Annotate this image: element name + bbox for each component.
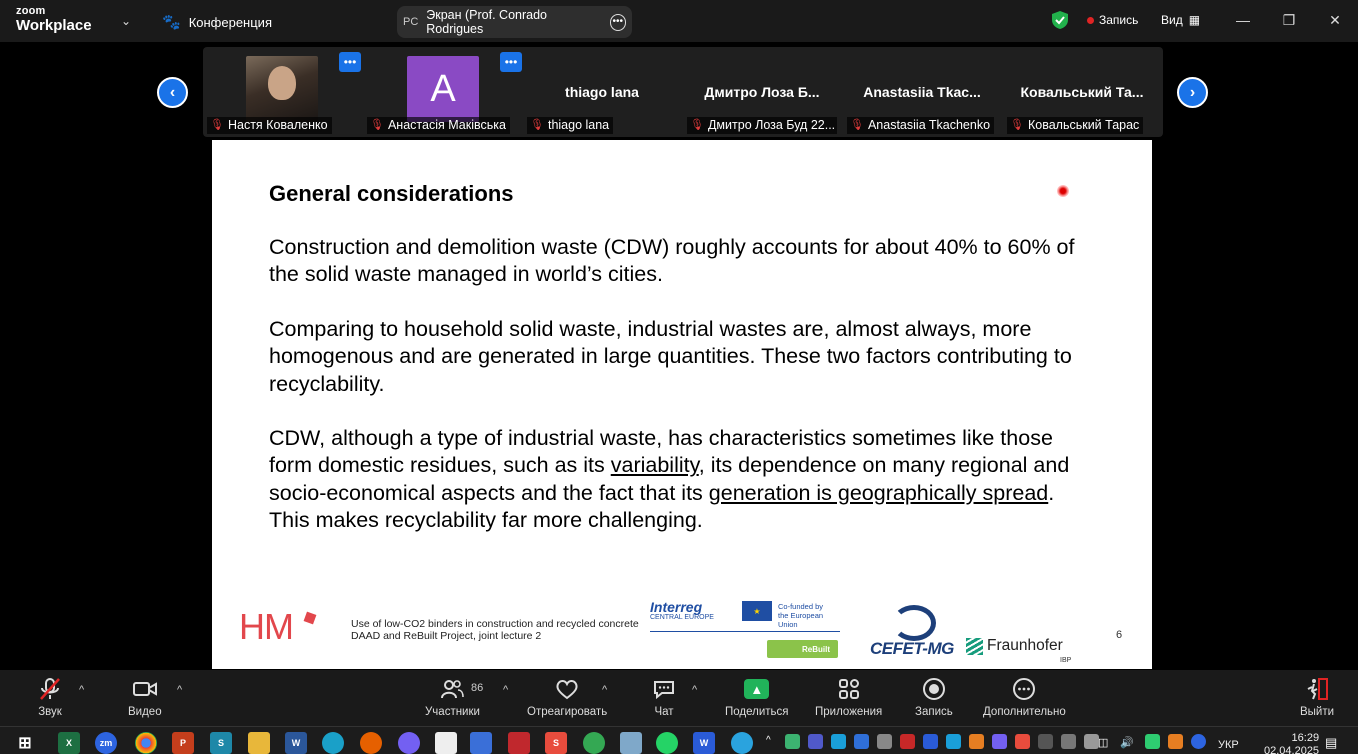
gallery-next-button[interactable]	[1177, 77, 1208, 108]
hm-logo-mark	[304, 612, 317, 625]
share-screen-button[interactable]: ▲ Поделиться	[725, 674, 789, 718]
gallery-prev-button[interactable]	[157, 77, 188, 108]
apps-icon	[837, 674, 861, 704]
telegram-icon[interactable]	[731, 732, 753, 754]
leave-button[interactable]: Выйти	[1300, 674, 1334, 718]
system-clock[interactable]: 16:29 02.04.2025	[1264, 732, 1320, 754]
slide-paragraph: CDW, although a type of industrial waste, has characteristics sometimes like those form domestic residues, such as its variability, its dependence on many regional and socio-economical aspects and the fact that its generation is geographically spread. This makes recyclability far more challenging.	[269, 426, 1070, 532]
audio-button[interactable]: Звук	[37, 674, 63, 718]
shared-screen-slide: General considerations Construction and demolition waste (CDW) roughly accounts for about 40% to 60% of the solid waste managed in world’s cities. Comparing to household solid waste, industrial wastes are, almost always, more homogenous and are generated in large quantities. These two factors contributing to recyclability. CDW, although a type of industrial waste, has characteristics sometimes like those form domestic residues, such as its variability, its dependence on many regional and socio-economical aspects and the fact that its generation is geographically spread. This makes recyclability far more challenging. HM Use of low-CO2 binders in construction and recycled concrete DAAD and ReBuilt Project, joint lecture 2 Interreg CENTRAL EUROPE ★ Co-funded by the European Union ReBuilt CEFET-MG Fraunhofer IBP 6	[212, 140, 1152, 669]
audio-options-chevron-up-icon[interactable]: ^	[79, 684, 85, 696]
tray-icon[interactable]	[785, 734, 800, 749]
tray-icon[interactable]	[1145, 734, 1160, 749]
tray-icon[interactable]	[877, 734, 892, 749]
paw-icon: 🐾	[162, 14, 181, 31]
participant-more-button[interactable]: •••	[500, 52, 522, 72]
chevron-left-icon: ‹	[169, 83, 176, 101]
save-disk-icon[interactable]	[470, 732, 492, 754]
zoom-taskbar-icon[interactable]: zm	[95, 732, 117, 754]
view-button[interactable]: Вид ▦	[1161, 13, 1201, 27]
firefox-icon[interactable]	[360, 732, 382, 754]
fraunhofer-logo: Fraunhofer	[966, 637, 1063, 655]
share-options-icon[interactable]: •••	[610, 14, 627, 31]
avatar: A	[407, 56, 479, 122]
record-button[interactable]: Запись	[915, 674, 953, 718]
participant-gallery	[203, 47, 1163, 137]
app-menu-chevron-down-icon[interactable]: ⌄	[121, 14, 132, 28]
participants-count: 86	[471, 682, 484, 694]
tray-icon[interactable]	[1084, 734, 1099, 749]
file-explorer-icon[interactable]	[248, 732, 270, 754]
mic-muted-icon	[37, 674, 63, 704]
rebuilt-logo: ReBuilt	[767, 640, 838, 658]
video-button[interactable]: Видео	[128, 674, 162, 718]
participant-tile[interactable]	[203, 47, 361, 137]
chrome-alt-icon[interactable]	[583, 732, 605, 754]
mic-muted-icon: 🎙	[210, 119, 224, 131]
chevron-right-icon: ›	[1189, 83, 1196, 101]
slide-paragraph: Comparing to household solid waste, industrial wastes are, almost always, more homogenous and are generated in large quantities. These two factors contributing to recyclability.	[269, 317, 1072, 396]
video-options-chevron-up-icon[interactable]: ^	[177, 684, 183, 696]
tray-icon[interactable]	[831, 734, 846, 749]
participant-name-label: 🎙 Анастасія Маківська	[367, 117, 510, 134]
tray-expand-chevron-icon[interactable]: ^	[766, 735, 771, 746]
teams-icon[interactable]	[808, 734, 823, 749]
participant-name-label: 🎙 Дмитро Лоза Буд 22...	[687, 117, 837, 134]
participant-name-label: 🎙 Anastasiia Tkachenko	[847, 117, 994, 134]
mic-muted-icon: 🎙	[850, 119, 864, 131]
interreg-logo: Interreg CENTRAL EUROPE ★ Co-funded by the European Union	[650, 599, 840, 621]
laser-pointer-icon	[1057, 185, 1069, 197]
excel-icon[interactable]: X	[58, 732, 80, 754]
meeting-info-button[interactable]: 🐾 Конференция	[162, 14, 272, 31]
apps-button[interactable]: Приложения	[815, 674, 882, 718]
mic-muted-icon: 🎙	[530, 119, 544, 131]
participant-tile[interactable]: Дмитро Лоза Б... 🎙 Дмитро Лоза Буд 22...	[683, 47, 841, 137]
participant-name-label: 🎙 Настя Коваленко	[207, 117, 332, 134]
app-red-icon[interactable]	[508, 732, 530, 754]
slide-footer-text: Use of low-CO2 binders in construction and recycled concrete DAAD and ReBuilt Project, joint lecture 2	[351, 618, 639, 642]
camera-icon	[132, 674, 158, 704]
tray-icon[interactable]	[923, 734, 938, 749]
edge-icon[interactable]	[322, 732, 344, 754]
react-button[interactable]: Отреагировать	[527, 674, 607, 718]
tray-icon[interactable]	[1015, 734, 1030, 749]
react-options-chevron-up-icon[interactable]: ^	[602, 684, 608, 696]
hm-logo: HM	[239, 606, 293, 647]
tray-icon[interactable]	[1168, 734, 1183, 749]
mic-muted-icon: 🎙	[690, 119, 704, 131]
participant-video	[246, 56, 318, 122]
minimize-icon[interactable]: —	[1236, 12, 1250, 28]
network-icon[interactable]: ◫	[1098, 737, 1109, 749]
participant-tile[interactable]: thiago lana 🎙 thiago lana	[523, 47, 681, 137]
tray-icon[interactable]	[969, 734, 984, 749]
participant-more-button[interactable]: •••	[339, 52, 361, 72]
windows-taskbar	[0, 726, 1358, 754]
viber-icon[interactable]	[398, 732, 420, 754]
participant-name-label: 🎙 thiago lana	[527, 117, 613, 134]
participant-tile[interactable]: Anastasiia Tkac... 🎙 Anastasiia Tkachenko	[843, 47, 1001, 137]
tray-icon[interactable]	[1038, 734, 1053, 749]
powerpoint-icon[interactable]: P	[172, 732, 194, 754]
mic-muted-icon: 🎙	[370, 119, 384, 131]
slide-page-number: 6	[1116, 629, 1123, 641]
app-s-icon[interactable]: S	[210, 732, 232, 754]
volume-icon[interactable]: 🔊	[1120, 737, 1134, 749]
language-indicator[interactable]: УКР	[1218, 739, 1239, 751]
recording-indicator[interactable]: Запись	[1087, 13, 1138, 27]
windows-start-icon[interactable]: ⊞	[18, 735, 32, 752]
slide-paragraph: Construction and demolition waste (CDW) roughly accounts for about 40% to 60% of the solid waste managed in world’s cities.	[269, 235, 1075, 287]
participant-tile[interactable]: Ковальський Та... 🎙 Ковальський Тарас	[1003, 47, 1161, 137]
meeting-toolbar	[0, 670, 1358, 726]
tray-icon[interactable]	[1061, 734, 1076, 749]
participant-name-label: 🎙 Ковальський Тарас	[1007, 117, 1143, 134]
archive-icon[interactable]	[620, 732, 642, 754]
tray-icon[interactable]	[854, 734, 869, 749]
more-button[interactable]: Дополнительно	[983, 674, 1066, 718]
zoom-logo: zoom Workplace	[16, 5, 92, 34]
tray-icon[interactable]	[900, 734, 915, 749]
encryption-shield-icon[interactable]	[1050, 10, 1070, 30]
top-bar	[0, 0, 1358, 42]
screen-share-indicator[interactable]: PC Экран (Prof. Conrado Rodrigues •••	[397, 6, 632, 38]
zoom-tray-icon[interactable]	[1191, 734, 1206, 749]
participants-button[interactable]: Участники	[425, 674, 480, 718]
grid-view-icon: ▦	[1188, 13, 1201, 27]
tray-icon[interactable]	[992, 734, 1007, 749]
whatsapp-icon[interactable]	[656, 732, 678, 754]
document-icon[interactable]	[435, 732, 457, 754]
tray-icon[interactable]	[946, 734, 961, 749]
participants-options-chevron-up-icon[interactable]: ^	[503, 684, 509, 696]
eu-flag-icon: ★	[742, 601, 772, 621]
slide-title: General considerations	[269, 181, 514, 206]
chat-button[interactable]: Чат	[652, 674, 676, 718]
record-icon	[922, 674, 946, 704]
window-controls	[1220, 0, 1358, 42]
participant-tile[interactable]	[363, 47, 521, 137]
share-arrow-icon: ▲	[744, 679, 769, 699]
chat-bubble-icon	[652, 674, 676, 704]
maximize-icon[interactable]: ❐	[1282, 12, 1296, 28]
close-icon[interactable]: ✕	[1329, 12, 1341, 28]
record-dot-icon	[1087, 17, 1094, 24]
more-dots-icon	[1012, 674, 1036, 704]
participants-icon	[440, 674, 464, 704]
notifications-icon[interactable]: ▤	[1325, 735, 1338, 750]
heart-icon	[555, 674, 579, 704]
word-icon[interactable]: W	[285, 732, 307, 754]
chat-options-chevron-up-icon[interactable]: ^	[692, 684, 698, 696]
mic-muted-icon: 🎙	[1010, 119, 1024, 131]
app-w-icon[interactable]: W	[693, 732, 715, 754]
exit-door-icon	[1304, 674, 1330, 704]
chrome-icon[interactable]	[135, 732, 157, 754]
app-s-red-icon[interactable]: S	[545, 732, 567, 754]
